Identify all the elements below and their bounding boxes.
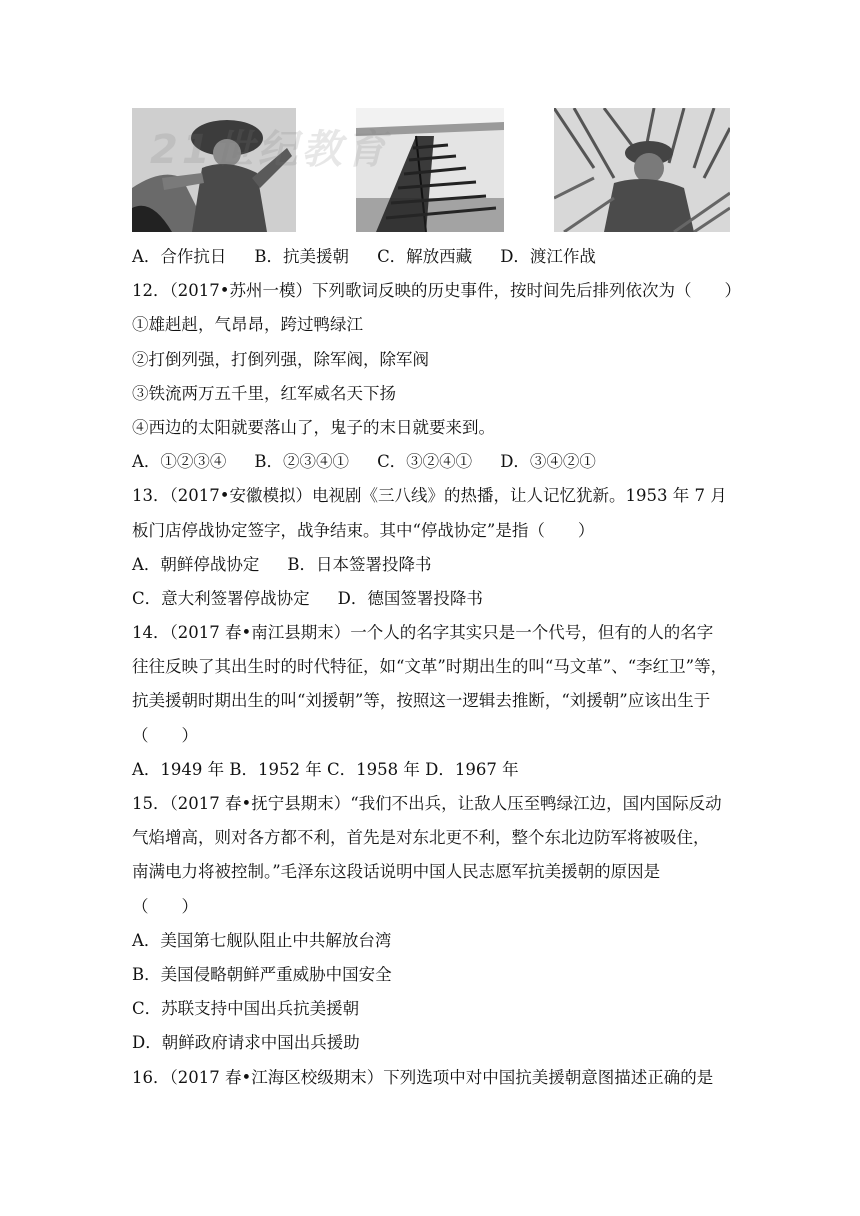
q15-stem-line-3: 南满电力将被控制。”毛泽东这段话说明中国人民志愿军抗美援朝的原因是 (132, 862, 661, 882)
q15-stem-line-2: 气焰增高，则对各方都不利，首先是对东北更不利，整个东北边防军将被吸住， (132, 828, 710, 848)
q12-option-a[interactable]: A．①②③④ (132, 452, 227, 472)
q14-options[interactable]: A．1949 年 B．1952 年 C．1958 年 D．1967 年 (132, 759, 519, 779)
watermark-text: 21世纪教育 (150, 127, 390, 173)
q14-stem-line-4: （ ） (132, 725, 198, 745)
q13-stem-line-1: 13．（2017•安徽模拟）电视剧《三八线》的热播，让人记忆犹新。1953 年 7 月 (132, 486, 727, 506)
q16-stem: 16．（2017 春•江海区校级期末）下列选项中对中国抗美援朝意图描述正确的是 (132, 1067, 714, 1087)
q15-option-b[interactable]: B．美国侵略朝鲜严重威胁中国安全 (132, 964, 392, 984)
q11-options (132, 246, 732, 280)
q15-option-a[interactable]: A．美国第七舰队阻止中共解放台湾 (132, 930, 392, 950)
q14-stem-line-1: 14．（2017 春•南江县期末）一个人的名字其实只是一个代号，但有的人的名字 (132, 623, 714, 643)
q12-item-2: ②打倒列强，打倒列强，除军阀，除军阀 (132, 349, 429, 369)
q13-options-row-1 (132, 554, 732, 588)
q12-stem: 12．（2017•苏州一模）下列歌词反映的历史事件，按时间先后排列依次为（ ） (132, 281, 741, 301)
q12-options (132, 451, 732, 485)
q13-options-row-2 (132, 588, 732, 622)
q12-item-1: ①雄赳赳，气昂昂，跨过鸭绿江 (132, 315, 363, 335)
q11-option-a[interactable]: A．合作抗日 (132, 247, 227, 266)
q12-option-c[interactable]: C．③②④① (377, 452, 473, 472)
q14-stem-line-2: 往往反映了其出生时的时代特征，如“文革”时期出生的叫“马文革”、“李红卫”等， (132, 657, 728, 677)
q11-option-c[interactable]: C．解放西藏 (377, 247, 473, 266)
q15-stem-line-4: （ ） (132, 896, 198, 916)
q12-item-4: ④西边的太阳就要落山了，鬼子的末日就要来到。 (132, 417, 495, 437)
q15-option-c[interactable]: C．苏联支持中国出兵抗美援朝 (132, 999, 360, 1019)
q12-option-b[interactable]: B．②③④① (254, 452, 350, 472)
q13-option-c[interactable]: C．意大利签署停战协定 (132, 588, 310, 608)
q13-option-b[interactable]: B．日本签署投降书 (287, 554, 432, 574)
hidden-soldier-photo (554, 108, 730, 232)
q15-option-d[interactable]: D．朝鲜政府请求中国出兵援助 (132, 1033, 360, 1053)
q11-option-d[interactable]: D．渡江作战 (500, 247, 596, 266)
q13-option-a[interactable]: A．朝鲜停战协定 (132, 554, 260, 574)
q13-stem-line-2: 板门店停战协定签字，战争结束。其中“停战协定”是指（ ） (132, 520, 595, 540)
q13-option-d[interactable]: D．德国签署投降书 (337, 588, 483, 608)
question-content (132, 246, 741, 1101)
q12-item-3: ③铁流两万五千里，红军威名天下扬 (132, 383, 396, 403)
q12-option-d[interactable]: D．③④②① (500, 452, 596, 472)
q14-stem-line-3: 抗美援朝时期出生的叫“刘援朝”等，按照这一逻辑去推断，“刘援朝”应该出生于 (132, 691, 711, 711)
q15-stem-line-1: 15．（2017 春•抚宁县期末）“我们不出兵，让敌人压至鸭绿江边，国内国际反动 (132, 794, 722, 813)
q11-option-b[interactable]: B．抗美援朝 (254, 247, 350, 266)
